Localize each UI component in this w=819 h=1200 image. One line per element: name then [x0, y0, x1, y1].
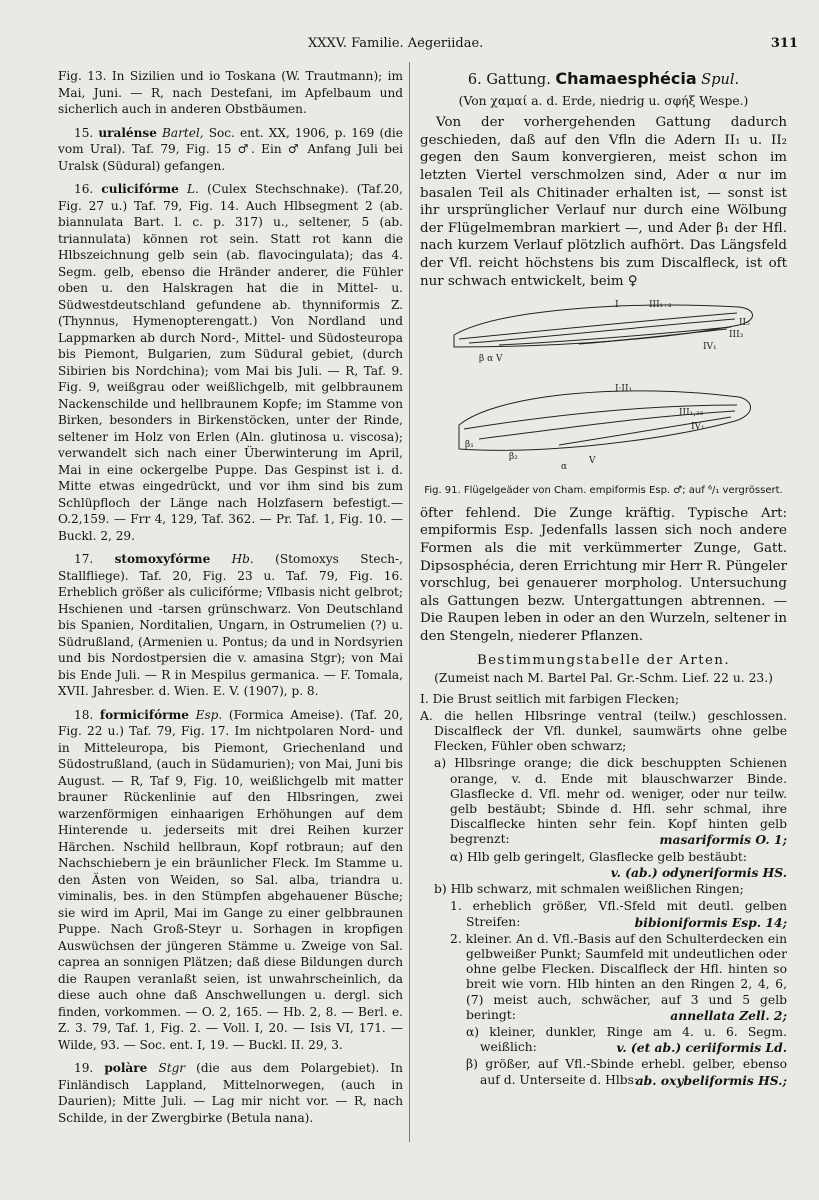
vein-label: β₂: [508, 452, 518, 463]
genus-description-continued: öfter fehlend. Die Zunge kräftig. Typische Art: empiformis Esp. Jedenfalls lassen sich noch andere Formen als die mit verkümmerter Zunge, Gatt. Dipsosphécia, deren Errichtung mir Herr R. Püngeler vorschlug, bei genauerer morpholog. Untersuchung als Gattungen bezw. Untergattungen abtrennen. — Die Raupen leben in oder an den Wurzeln, seltener in den Stengeln, niederer Pflanzen.: [420, 505, 787, 644]
column-rule: [409, 62, 410, 1142]
entry-text: (Stomoxys Stech-, Stallfliege). Taf. 20, Fig. 23 u. Taf. 79, Fig. 16. Erheblich größer als culicifórme; Vflbasis nicht gelbrot; Hschienen und -tarsen grünschwarz. Von Deutschland bis Spanien, Norditalien, Ungarn, in Ostrumelien (?) u. Südrußland, (Armenien u. Pontus; da und in Nordsyrien und bis Nordostpersien die v. amasina Stgr); von Mai bis Ende Juli. — R in Mespilus germanica. — F. Tomala, XVII. Jahresber. d. Wien. E. V. (1907), p. 8.: [58, 552, 403, 698]
key-a: a) Hlbsringe orange; die dick beschuppten Schienen orange, v. d. Ende mit blauschwarzer Binde. Glasflecke d. Vfl. mehr od. weniger, oder nur teilw. gelb bestäubt; Sbinde d. Hfl. sehr schmal, ihre Discalflecke hinten sehr fein. Kopf hinten gelb begrenzt: masariformis O. 1;: [434, 756, 787, 848]
left-column: [58, 68, 403, 1133]
vein-label: II₅: [738, 318, 750, 329]
key-b1: 1. erheblich größer, Vfl.-Sfeld mit deutl. gelben Streifen: bibioniformis Esp. 14;: [450, 899, 787, 930]
wing-venation-figure: [420, 297, 787, 478]
paragraph-fig13: Fig. 13. In Sizilien und io Toskana (W. Trautmann); im Mai, Juni. — R, nach Destefani, im Apfelbaum und sicherlich auch in anderen Obstbäumen.: [58, 69, 403, 116]
entry-text: (Culex Stechschnake). (Taf.20, Fig. 27 u.) Taf. 79, Fig. 14. Auch Hlbsegment 2 (ab. biannulata Bart. l. c. p. 317) u., seltener, 5 (ab. triannulata) können rot sein. Statt rot kann die Hlbszeichnung gelb sein (ab. flavocingulata); das 4. Segm. gelb, ebenso die Hränder anderer, die Fühler oben u. den Halskragen hat die in Mittel- u. Südwestdeutschland gefundene ab. thynniformis Z. (Thynnus, Hymenopterengatt.) Von Nordland und Lappmarken ab durch Nord-, Mittel- und Südosteuropa bis Piemont, Bulgarien, zum Südural gebiet, (durch Sibirien bis Nordchina); vom Mai bis Juli. — R, Taf. 9. Fig. 9, weißgrau oder weißlichgelb, mit gelbbraunem Nackenschilde und hellbraunem Kopfe; im Stamme von Birken, besonders in Birkenstöcken, unter der Rinde, seltener im Holz von Erlen (Aln. glutinosa u. viscosa); verwandelt sich nach einer Überwinterung im April, Mai in eine ockergelbe Puppe. Das Gespinst ist i. d. Mitte etwas eingedrückt, und vor ihm sind bis zum Schlüpfloch der Länge nach Holzfasern befestigt.—O.2,159. — Frr 4, 129, Taf. 362. — Pr. Taf. 1, Fig. 10. — Buckl. 2, 29.: [58, 182, 403, 543]
species-author: Stgr: [158, 1061, 186, 1075]
key-alpha: α) Hlb gelb geringelt, Glasflecke gelb bestäubt: v. (ab.) odyneriformis HS.: [450, 849, 787, 880]
page-number: 311: [770, 36, 798, 51]
entry-formiciforme: [58, 707, 403, 1054]
header-title: XXXV. Familie. Aegeriidae.: [308, 36, 484, 51]
species-result: bibioniformis Esp. 14;: [634, 914, 787, 930]
species-name: formicifórme: [99, 707, 189, 722]
species-result: ab. oxybeliformis HS.;: [635, 1072, 787, 1088]
entry-stomoxyforme: [58, 551, 403, 700]
species-result: annellata Zell. 2;: [670, 1007, 787, 1023]
entry-text: Soc. ent. XX, 1906, p. 169 (die vom Ural). Taf. 79, Fig. 15 ♂. Ein ♂ Anfang Juli bei Uralsk (Südural) gefangen.: [58, 125, 403, 173]
genus-author: Spul.: [701, 72, 740, 88]
entry-number: 15.: [74, 125, 94, 140]
species-name: culicifórme: [101, 182, 179, 196]
species-author: Hb.: [231, 552, 254, 566]
vein-label: I: [614, 300, 619, 311]
table-subtitle: (Zumeist nach M. Bartel Pal. Gr.-Schm. Lief. 22 u. 23.): [434, 671, 773, 686]
vein-label: I·II₁: [614, 384, 632, 395]
right-column: [420, 68, 787, 1090]
etymology: (Von χαμαί a. d. Erde, niedrig u. σφήξ Wespe.): [458, 93, 749, 108]
table-title: Bestimmungstabelle der Arten.: [476, 653, 730, 669]
entry-polare: [58, 1060, 403, 1126]
key-b2: 2. kleiner. An d. Vfl.-Basis auf den Schulterdecken ein gelbweißer Punkt; Saumfeld mit undeutlichen oder ohne gelbe Flecken. Discalfleck der Hfl. hinten so breit wie vorn. Hlb hinten an den Ringen 2, 4, 6, (7) meist auch, schwächer, auf 3 und 5 gelb beringt: annellata Zell. 2;: [450, 931, 787, 1023]
entry-text: (die aus dem Polargebiet). In Finländisch Lappland, Mittelnorwegen, (auch in Daurien); Mitte Juli. — Lag mir nicht vor. — R, nach Schilde, in der Zwergbirke (Betula nana).: [58, 1061, 403, 1125]
vein-label: IV₁: [702, 342, 717, 353]
vein-label: III₁,₂₃: [678, 408, 703, 419]
species-name: uralénse: [98, 125, 157, 140]
entry-culiciforme: [58, 181, 403, 544]
vein-label: V: [588, 456, 595, 467]
vein-label: β α V: [478, 354, 503, 365]
species-author: Esp.: [195, 707, 223, 722]
species-result: v. (et ab.) ceriiformis Ld.: [616, 1040, 787, 1056]
entry-number: 19.: [74, 1061, 94, 1075]
figure-caption: Fig. 91. Flügelgeäder von Cham. empiformis Esp. ♂; auf ⁶/₁ vergrössert.: [424, 484, 783, 496]
entry-number: 17.: [74, 552, 94, 566]
entry-number: 16.: [74, 182, 94, 196]
genus-number: 6. Gattung.: [467, 72, 551, 88]
genus-name: Chamaesphécia: [555, 69, 697, 88]
genus-heading: [420, 70, 787, 90]
key-I: I. Die Brust seitlich mit farbigen Flecken;: [420, 691, 680, 706]
entry-uralense: [58, 125, 403, 175]
key-b2-beta: β) größer, auf Vfl.-Sbinde erhebl. gelber, ebenso auf d. Unterseite d. Hlbs: ab. oxybeliformis HS.;: [466, 1057, 787, 1088]
species-name: polàre: [104, 1061, 148, 1075]
species-author: Bartel,: [162, 125, 204, 140]
wing-venation-drawing: [439, 297, 769, 472]
vein-label: III₁₊₂: [648, 300, 672, 311]
key-b: b) Hlb schwarz, mit schmalen weißlichen Ringen;: [434, 882, 744, 897]
vein-label: α: [560, 462, 567, 473]
vein-label: III₃: [728, 330, 743, 341]
vein-label: β₁: [464, 440, 474, 451]
entry-number: 18.: [74, 707, 94, 722]
species-result: v. (ab.) odyneriformis HS.: [610, 864, 787, 880]
species-result: masariformis O. 1;: [659, 832, 787, 848]
entry-text: (Formica Ameise). (Taf. 20, Fig. 22 u.) Taf. 79, Fig. 17. Im nichtpolaren Nord- und in Mitteleuropa, bis Piemont, Griechenland und Südostrußland, (auch in Südamurien); von Mai, Juni bis August. — R, Taf 9, Fig. 10, weißlichgelb mit matter brauner Rückenlinie auf den Hlbsringen, zwei warzenförmigen einhaarigen Erhöhungen auf dem Hinterende u. jederseits mit drei Reihen kurzer Härchen. Nschild hellbraun, Kopf rotbraun; auf den Nachschiebern je ein bräunlicher Fleck. Im Stamme u. den Ästen von Weiden, so Sal. alba, triandra u. viminalis, bes. in den Stümpfen abgehauener Büsche; sie wird im April, Mai im Gange zu einer gelbbraunen Puppe. Nach Groß-Steyr u. Sorhagen in kropfigen Auswüchsen der jüngeren Stämme u. Zweige von Sal. caprea an sonnigen Plätzen; daß diese Bildungen durch die Raupen veranlaßt seien, ist unwahrscheinlich, da diese auch ohne daß Anschwellungen u. dergl. sich finden, vorkommen. — O. 2, 165. — Hb. 2, 8. — Berl. e. Z. 3. 79, Taf. 1, Fig. 2. — Voll. I, 20. — Isis VI, 171. — Wilde, 93. — Soc. ent. I, 19. — Buckl. II. 29, 3.: [58, 707, 403, 1052]
species-author: L.: [187, 182, 199, 196]
key-A: A. die hellen Hlbsringe ventral (teilw.) geschlossen. Discalfleck der Vfl. dunkel, saumwärts ohne gelbe Flecken, Fühler oben schwarz;: [420, 708, 787, 754]
species-name: stomoxyfórme: [114, 552, 211, 566]
genus-description: Von der vorhergehenden Gattung dadurch geschieden, daß auf den Vfln die Adern II₁ u. II₂ gegen den Saum konvergieren, meist schon im letzten Viertel verschmolzen sind, Ader α nur im basalen Teil als Chitinader erhalten ist, — sonst ist ihr ursprünglicher Verlauf nur durch eine Wölbung der Flügelmembran markiert —, und Ader β₁ der Hfl. nach kurzem Verlauf plötzlich aufhört. Das Längsfeld der Vfl. reicht höchstens bis zum Discalfleck, ist oft nur schwach entwickelt, beim ♀: [420, 115, 787, 289]
key-b2-alpha: α) kleiner, dunkler, Ringe am 4. u. 6. Segm. weißlich: v. (et ab.) ceriiformis Ld.: [466, 1024, 787, 1056]
vein-label: IV₁: [690, 422, 705, 433]
